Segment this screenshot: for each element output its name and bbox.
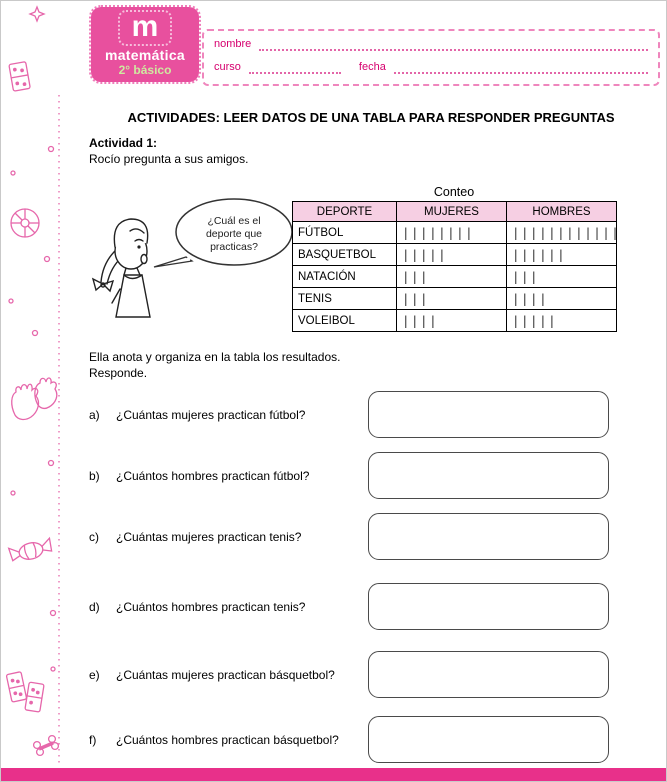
question-text: ¿Cuántos hombres practican fútbol?	[116, 468, 310, 483]
responde-label: Responde.	[89, 366, 148, 380]
answer-box-a[interactable]	[368, 391, 609, 438]
girl-illustration	[86, 197, 301, 339]
question-text: ¿Cuántas mujeres practican tenis?	[116, 529, 302, 544]
question-text: ¿Cuántos hombres practican básquetbol?	[116, 732, 339, 747]
tally-table	[292, 201, 621, 332]
table-row	[293, 288, 617, 310]
domino-icon	[25, 682, 44, 712]
header-mujeres: MUJERES	[397, 202, 507, 222]
answer-box-b[interactable]	[368, 452, 609, 499]
table-caption: Conteo	[433, 185, 475, 199]
nombre-input-line[interactable]	[259, 38, 648, 51]
question-letter: a)	[89, 407, 100, 422]
fecha-label: fecha	[358, 61, 386, 73]
student-info-box	[202, 29, 660, 86]
question-row-e	[89, 651, 609, 698]
dot-decoration	[33, 331, 38, 336]
mujeres-tally-cell: ||||||||	[397, 222, 507, 244]
question-row-f	[89, 716, 609, 763]
dot-decoration	[51, 611, 56, 616]
dot-decoration	[11, 171, 15, 175]
table-header-row	[293, 202, 617, 222]
table-row	[293, 310, 617, 332]
dot-decoration	[9, 299, 13, 303]
activity-label: Actividad 1:	[89, 136, 158, 150]
bottom-accent-bar	[1, 768, 666, 781]
sport-cell: BASQUETBOL	[293, 244, 397, 266]
activity-intro: Rocío pregunta a sus amigos.	[89, 152, 249, 166]
curso-input-line[interactable]	[249, 61, 341, 74]
question-letter: b)	[89, 468, 100, 483]
dot-decoration	[45, 257, 50, 262]
question-letter: c)	[89, 529, 99, 544]
dot-decoration	[11, 491, 15, 495]
bubble-line-1: ¿Cuál es el	[207, 215, 261, 227]
domino-icon	[9, 62, 30, 92]
brand-name: matemática	[104, 47, 186, 63]
question-row-a	[89, 391, 609, 438]
question-letter: e)	[89, 667, 100, 682]
question-text: ¿Cuántas mujeres practican básquetbol?	[116, 667, 335, 682]
sparkle-icon	[30, 7, 44, 21]
bone-icon	[34, 736, 59, 756]
grade-label: 2° básico	[118, 63, 172, 77]
margin-doodles-decoration	[1, 1, 63, 782]
nombre-label: nombre	[214, 38, 252, 50]
question-row-d	[89, 583, 609, 630]
question-letter: f)	[89, 732, 97, 747]
bubble-line-2: deporte que	[205, 228, 263, 240]
hombres-tally-cell: ||||||||||||	[507, 222, 617, 244]
question-row-b	[89, 452, 609, 499]
mujeres-tally-cell: |||||	[397, 244, 507, 266]
header-deporte: DEPORTE	[293, 202, 397, 222]
table-row	[293, 222, 617, 244]
sport-cell: TENIS	[293, 288, 397, 310]
results-note: Ella anota y organiza en la tabla los resultados.	[89, 350, 341, 364]
table-row	[293, 244, 617, 266]
sport-cell: NATACIÓN	[293, 266, 397, 288]
hombres-tally-cell: |||||	[507, 310, 617, 332]
sport-cell: FÚTBOL	[293, 222, 397, 244]
fecha-input-line[interactable]	[394, 61, 648, 74]
question-text: ¿Cuántos hombres practican tenis?	[116, 599, 306, 614]
answer-box-c[interactable]	[368, 513, 609, 560]
speech-bubble	[154, 199, 292, 267]
hombres-tally-cell: ||||	[507, 288, 617, 310]
candy-icon	[9, 538, 54, 564]
header-hombres: HOMBRES	[507, 202, 617, 222]
mujeres-tally-cell: |||	[397, 266, 507, 288]
dot-decoration	[49, 461, 54, 466]
curso-label: curso	[214, 61, 241, 73]
girl-drawing	[93, 219, 150, 317]
question-row-c	[89, 513, 609, 560]
bubble-line-3: practicas?	[210, 241, 258, 253]
dot-decoration	[51, 667, 55, 671]
hombres-tally-cell: |||	[507, 266, 617, 288]
answer-box-e[interactable]	[368, 651, 609, 698]
hands-icon	[12, 378, 57, 419]
sport-cell: VOLEIBOL	[293, 310, 397, 332]
worksheet-title: ACTIVIDADES: LEER DATOS DE UNA TABLA PARA RESPONDER PREGUNTAS	[127, 110, 615, 125]
mujeres-tally-cell: |||	[397, 288, 507, 310]
mujeres-tally-cell: ||||	[397, 310, 507, 332]
table-row	[293, 266, 617, 288]
candy-wheel-icon	[11, 209, 39, 237]
domino-icon	[6, 672, 26, 703]
answer-box-d[interactable]	[368, 583, 609, 630]
answer-box-f[interactable]	[368, 716, 609, 763]
question-text: ¿Cuántas mujeres practican fútbol?	[116, 407, 306, 422]
question-letter: d)	[89, 599, 100, 614]
dot-decoration	[49, 147, 54, 152]
brand-logo	[89, 5, 201, 84]
logo-m-icon: m	[118, 10, 173, 46]
hombres-tally-cell: ||||||	[507, 244, 617, 266]
